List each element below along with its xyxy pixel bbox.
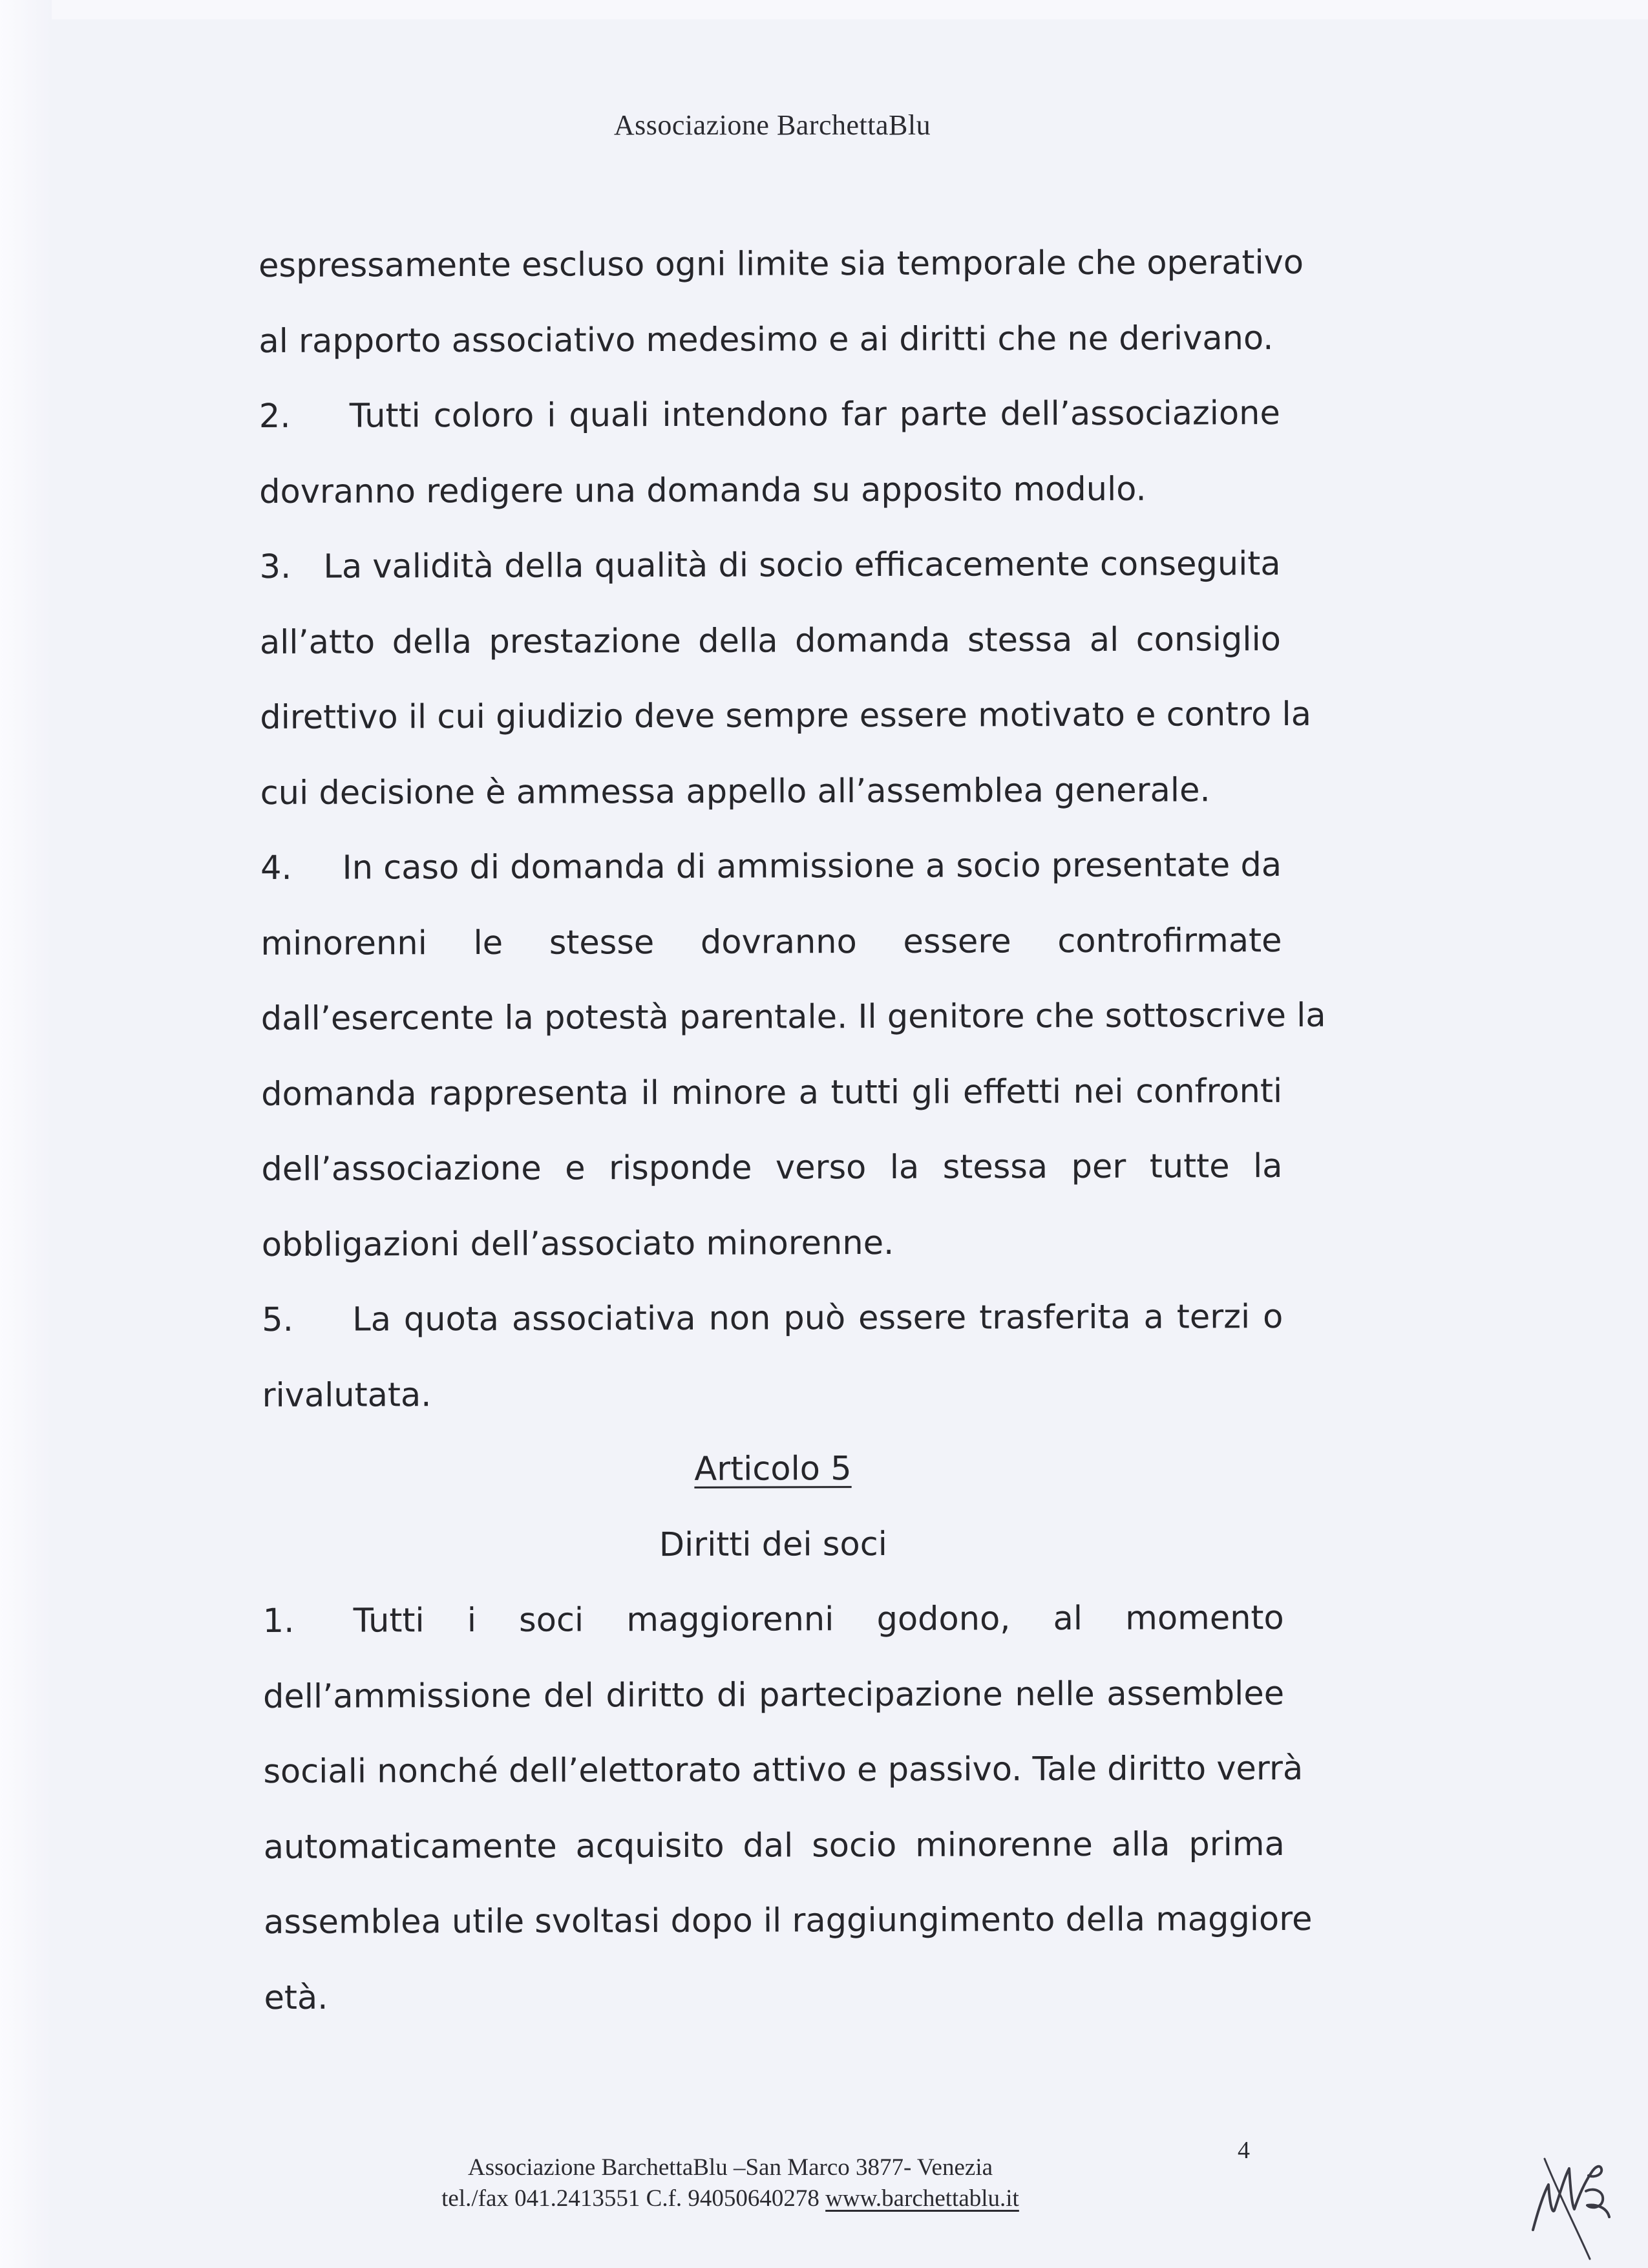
body-line: sociali nonché dell’elettorato attivo e passivo. Tale diritto verrà (263, 1749, 1304, 1791)
item-text: La quota associativa non può essere trasferita a terzi o (352, 1298, 1284, 1339)
body-line: dovranno redigere una domanda su apposito modulo. (259, 470, 1146, 511)
article-list-item-1 (263, 1595, 1284, 1673)
list-item-4 (260, 842, 1282, 920)
body-line: automaticamente acquisito dal socio minorenne alla prima (263, 1825, 1285, 1867)
article-subheading: Diritti dei soci (659, 1525, 887, 1564)
body-line: età. (264, 1978, 328, 2017)
page-number: 4 (1238, 2137, 1250, 2164)
item-text: Tutti i soci maggiorenni godono, al momento (353, 1599, 1284, 1640)
page-top-edge (0, 0, 1648, 19)
body-line: espressamente escluso ogni limite sia temporale che operativo (259, 243, 1304, 285)
article-title: Articolo 5 (694, 1450, 852, 1489)
footer-phone-fiscal: tel./fax 041.2413551 C.f. 94050640278 (441, 2185, 826, 2212)
body-line: assemblea utile svoltasi dopo il raggiungimento della maggiore (264, 1900, 1313, 1942)
body-line: dell’associazione e risponde verso la stessa per tutte la (261, 1147, 1283, 1189)
body-line: dell’ammissione del diritto di partecipazione nelle assemblee (262, 1674, 1285, 1716)
list-item-5 (262, 1293, 1283, 1372)
body-line: minorenni le stesse dovranno essere controfirmate (260, 921, 1282, 963)
footer-address: Associazione BarchettaBlu –San Marco 3877- Venezia (467, 2154, 993, 2181)
article-heading (262, 1444, 1284, 1522)
body-line: all’atto della prestazione della domanda stessa al consiglio (259, 620, 1282, 662)
item-number: 1. (262, 1602, 295, 1640)
page-header: Associazione BarchettaBlu (613, 109, 931, 141)
body-line: cui decisione è ammessa appello all’assemblea generale. (260, 770, 1210, 812)
body-line: domanda rappresenta il minore a tutti gli effetti nei confronti (261, 1072, 1283, 1114)
footer-website-link[interactable]: www.barchettablu.it (825, 2185, 1019, 2212)
item-number: 4. (260, 849, 292, 887)
body-line: obbligazioni dell’associato minorenne. (261, 1224, 894, 1264)
body-line: dall’esercente la potestà parentale. Il genitore che sottoscrive la (260, 996, 1326, 1038)
handwritten-initials-icon (1519, 2133, 1622, 2262)
list-item-2 (259, 390, 1280, 468)
item-text: Tutti coloro i quali intendono far parte dell’associazione (349, 394, 1280, 436)
page-left-edge (0, 0, 52, 2268)
body-line: direttivo il cui giudizio deve sempre essere motivato e contro la (260, 695, 1312, 737)
item-text: La validità della qualità di socio efficacemente conseguita (323, 545, 1281, 586)
document-body (259, 239, 1326, 2050)
page-footer (343, 2152, 1118, 2214)
footer-contacts (343, 2183, 1118, 2214)
item-number: 2. (259, 397, 291, 436)
list-item-3 (259, 540, 1280, 619)
body-line: al rapporto associativo medesimo e ai diritti che ne derivano. (259, 319, 1274, 361)
body-line: rivalutata. (262, 1375, 432, 1415)
item-number: 3. (259, 547, 291, 586)
item-text: In caso di domanda di ammissione a socio presentate da (342, 846, 1282, 887)
item-number: 5. (262, 1300, 294, 1339)
